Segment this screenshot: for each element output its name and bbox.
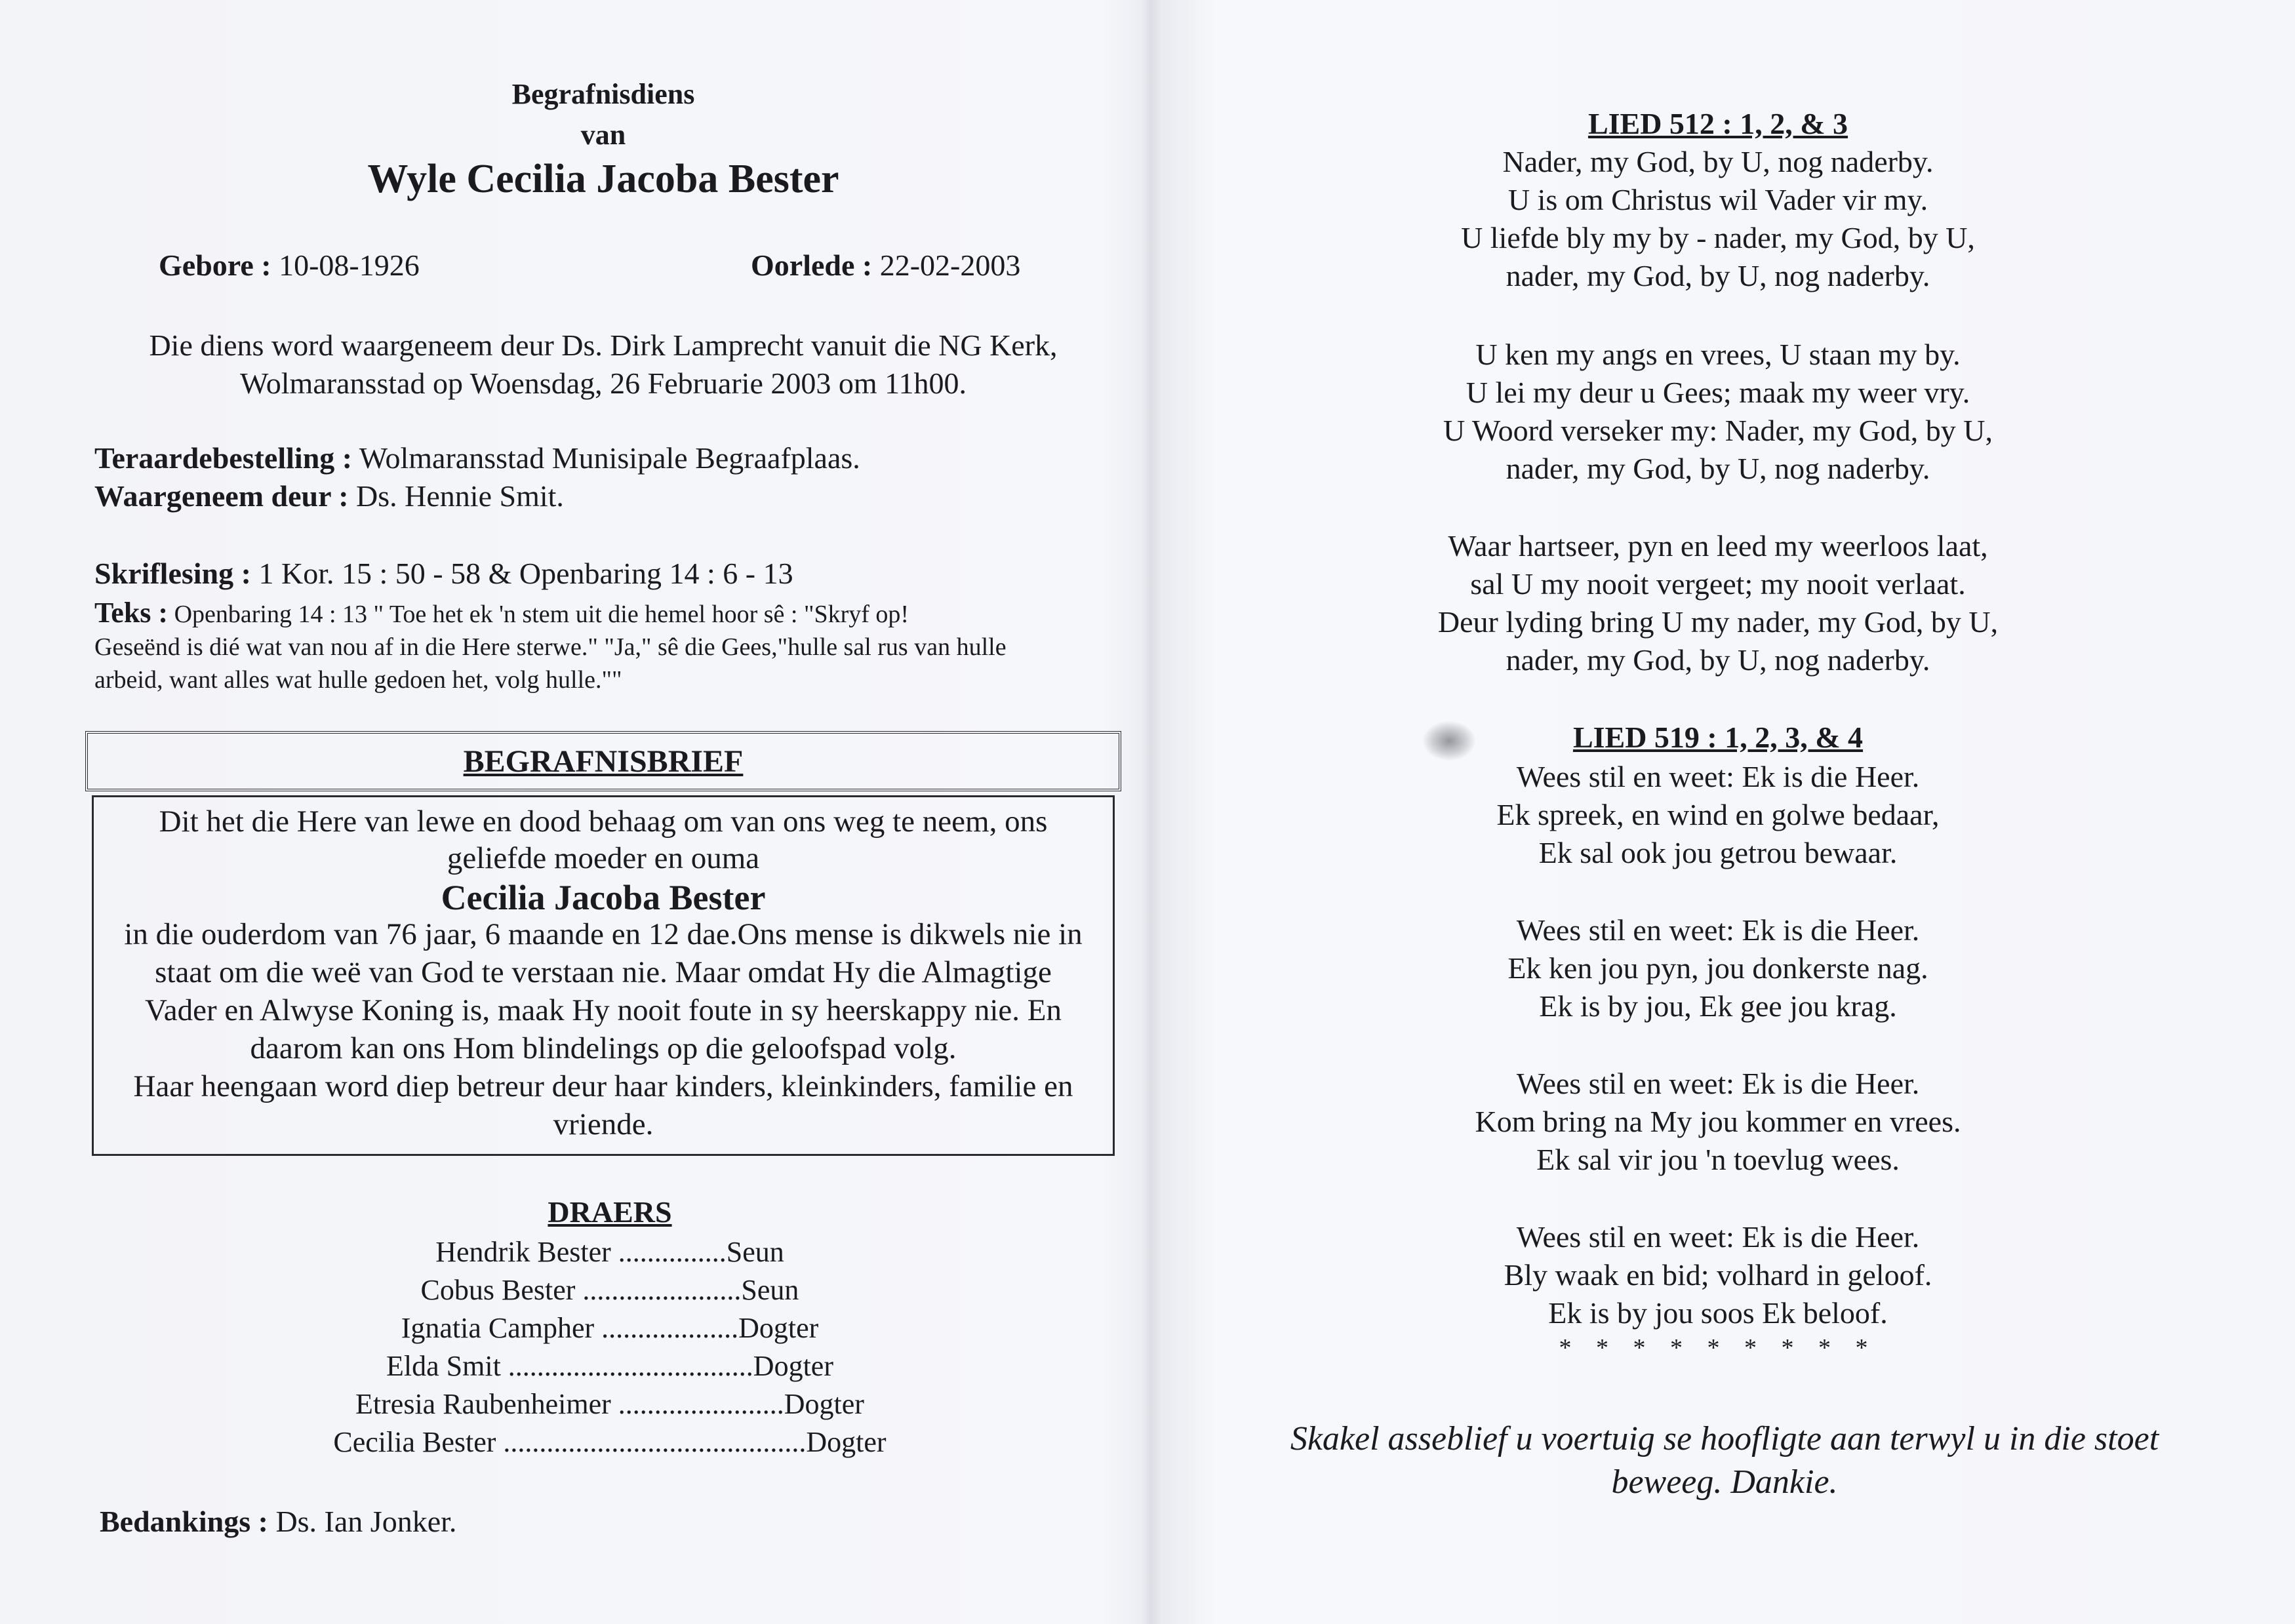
- draer-item: Elda Smit ..................................Dogter: [386, 1350, 833, 1382]
- thanks-field: [100, 1504, 456, 1539]
- service-line2: Wolmaransstad op Woensdag, 26 Februarie 2003 om 11h00.: [240, 366, 967, 400]
- officiant-value: Ds. Hennie Smit.: [356, 479, 564, 513]
- verse-line: Ek is by jou, Ek gee jou krag.: [1539, 989, 1897, 1023]
- born-field: [159, 248, 420, 283]
- verse-line: U liefde bly my by - nader, my God, by U,: [1461, 221, 1975, 254]
- thanks-value: Ds. Ian Jonker.: [275, 1505, 457, 1538]
- service-line1: Die diens word waargeneem deur Ds. Dirk Lamprecht vanuit die NG Kerk,: [149, 328, 1058, 362]
- verse-line: Wees stil en weet: Ek is die Heer.: [1516, 1220, 1920, 1254]
- verse-line: Nader, my God, by U, nog naderby.: [1502, 145, 1934, 178]
- lied519-verse1: [1213, 758, 2223, 872]
- verse-line: Ek sal vir jou 'n toevlug wees.: [1536, 1143, 1900, 1176]
- page-fold: [1141, 0, 1161, 1624]
- brief-title: BEGRAFNISBRIEF: [463, 743, 744, 779]
- scripture-label: Skriflesing :: [94, 557, 251, 590]
- verse-line: U ken my angs en vrees, U staan my by.: [1475, 338, 1961, 371]
- teks-line2: Geseënd is dié wat van nou af in die Here sterwe." "Ja," sê die Gees,"hulle sal rus van hulle: [94, 633, 1007, 661]
- brief-line8: vriende.: [553, 1107, 654, 1141]
- brief-line5: Vader en Alwyse Koning is, maak Hy nooit foute in sy heerskappy nie. En: [145, 993, 1062, 1027]
- verse-line: Ek sal ook jou getrou bewaar.: [1538, 836, 1898, 869]
- scripture-field: [94, 556, 793, 591]
- verse-line: U is om Christus wil Vader vir my.: [1507, 183, 1928, 216]
- verse-line: Kom bring na My jou kommer en vrees.: [1475, 1105, 1961, 1138]
- died-field: [751, 248, 1020, 283]
- divider-stars: * * * * * * * * *: [1559, 1334, 1877, 1362]
- closing-line2: beweeg. Dankie.: [1611, 1463, 1838, 1501]
- lied512-verse3: [1213, 527, 2223, 679]
- verse-line: Waar hartseer, pyn en leed my weerloos laat,: [1448, 529, 1988, 563]
- teks-line1: [94, 597, 1117, 631]
- verse-line: U Woord verseker my: Nader, my God, by U,: [1443, 414, 1993, 447]
- died-label: Oorlede :: [751, 248, 873, 282]
- lied519-title: LIED 519 : 1, 2, 3, & 4: [1572, 721, 1864, 754]
- closing-note: [1213, 1417, 2236, 1504]
- header-line1: Begrafnisdiens: [511, 78, 695, 110]
- officiant-label: Waargeneem deur :: [94, 479, 349, 513]
- verse-line: Ek ken jou pyn, jou donkerste nag.: [1507, 951, 1928, 985]
- brief-line6: daarom kan ons Hom blindelings op die geloofspad volg.: [250, 1031, 957, 1065]
- verse-line: sal U my nooit vergeet; my nooit verlaat.: [1470, 567, 1966, 601]
- thanks-label: Bedankings :: [100, 1505, 268, 1538]
- verse-line: Wees stil en weet: Ek is die Heer.: [1516, 913, 1920, 947]
- verse-line: U lei my deur u Gees; maak my weer vry.: [1466, 376, 1970, 409]
- teks-line3: arbeid, want alles wat hulle gedoen het, volg hulle."": [94, 666, 622, 694]
- draers-title: DRAERS: [548, 1195, 672, 1229]
- born-value: 10-08-1926: [279, 248, 420, 282]
- brief-name: Cecilia Jacoba Bester: [441, 878, 766, 917]
- scripture-value: 1 Kor. 15 : 50 - 58 & Openbaring 14 : 6 - 13: [258, 557, 793, 590]
- verse-line: Wees stil en weet: Ek is die Heer.: [1516, 1067, 1920, 1100]
- verse-line: Ek spreek, en wind en golwe bedaar,: [1496, 798, 1940, 831]
- brief-line7: Haar heengaan word diep betreur deur haar kinders, kleinkinders, familie en: [133, 1069, 1073, 1103]
- brief-line2: geliefde moeder en ouma: [447, 841, 760, 875]
- draer-item: Hendrik Bester ...............Seun: [435, 1236, 784, 1268]
- right-page: [1213, 0, 2236, 1624]
- verse-line: nader, my God, by U, nog naderby.: [1506, 452, 1930, 485]
- verse-line: Deur lyding bring U my nader, my God, by U,: [1437, 605, 1999, 639]
- verse-line: Wees stil en weet: Ek is die Heer.: [1516, 760, 1920, 793]
- left-page: [85, 0, 1121, 1624]
- brief-line4: staat om die weë van God te verstaan nie. Maar omdat Hy die Almagtige: [155, 955, 1052, 989]
- brief-line3: in die ouderdom van 76 jaar, 6 maande en 12 dae.Ons mense is dikwels nie in: [124, 917, 1083, 951]
- closing-line1: Skakel asseblief u voertuig se hoofligte aan terwyl u in die stoet: [1290, 1420, 2159, 1457]
- lied512-title: LIED 512 : 1, 2, & 3: [1587, 107, 1848, 140]
- lied512-verse2: [1213, 336, 2223, 488]
- lied519-verse4: [1213, 1218, 2223, 1332]
- header-line2: van: [580, 119, 626, 151]
- teks-text-1: Openbaring 14 : 13 " Toe het ek 'n stem uit die hemel hoor sê : "Skryf op!: [174, 601, 909, 628]
- verse-line: nader, my God, by U, nog naderby.: [1506, 643, 1930, 677]
- brief-line1: Dit het die Here van lewe en dood behaag om van ons weg te neem, ons: [159, 804, 1048, 839]
- lied519-verse2: [1213, 911, 2223, 1025]
- brief-box: [92, 795, 1115, 1156]
- draer-item: Etresia Raubenheimer .......................Dogter: [355, 1388, 864, 1420]
- teks-label: Teks :: [94, 597, 169, 629]
- lied519-verse3: [1213, 1065, 2223, 1179]
- verse-line: Bly waak en bid; volhard in geloof.: [1504, 1258, 1932, 1292]
- brief-title-box: [85, 731, 1121, 791]
- draer-item: Cecilia Bester ..........................................Dogter: [333, 1426, 887, 1458]
- died-value: 22-02-2003: [879, 248, 1021, 282]
- verse-line: Ek is by jou soos Ek beloof.: [1548, 1296, 1888, 1330]
- deceased-name: Wyle Cecilia Jacoba Bester: [367, 157, 839, 201]
- born-label: Gebore :: [159, 248, 271, 282]
- verse-line: nader, my God, by U, nog naderby.: [1506, 259, 1930, 292]
- burial-value: Wolmaransstad Munisipale Begraafplaas.: [359, 441, 860, 475]
- draer-item: Cobus Bester ......................Seun: [420, 1274, 799, 1306]
- burial-field: [94, 441, 860, 475]
- officiant-field: [94, 479, 564, 513]
- burial-label: Teraardebestelling :: [94, 441, 353, 475]
- lied512-verse1: [1213, 143, 2223, 295]
- draer-item: Ignatia Campher ...................Dogter: [401, 1312, 819, 1344]
